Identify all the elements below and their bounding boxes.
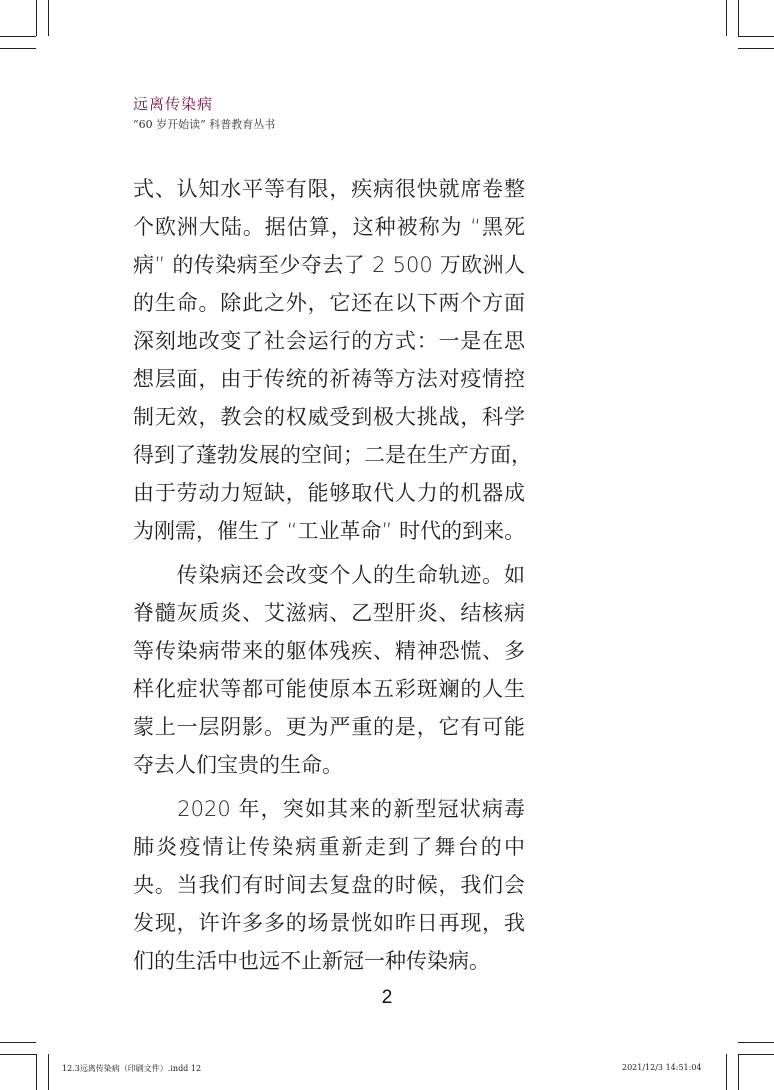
page-number: 2: [381, 987, 393, 1008]
paragraph: [133, 170, 532, 550]
paragraph: [133, 790, 525, 980]
text-line: 得到了蓬勃发展的空间；二是在生产方面，: [133, 443, 532, 467]
slug-timestamp: 2021/12/3 14:51:04: [622, 1063, 702, 1072]
crop-mark: [738, 1042, 774, 1043]
crop-mark: [48, 1054, 49, 1090]
text-line: 肺炎疫情让传染病重新走到了舞台的中: [133, 835, 525, 859]
text-line: 蒙上一层阴影。更为严重的是，它有可能: [133, 715, 525, 739]
crop-mark: [48, 0, 49, 36]
text-line: 夺去人们宝贵的生命。: [133, 753, 343, 777]
crop-mark: [738, 36, 774, 37]
paragraph: [133, 556, 525, 784]
crop-mark: [36, 1054, 37, 1090]
crop-mark: [0, 1042, 36, 1043]
running-header-title: 远离传染病: [133, 95, 214, 113]
text-line: 由于劳动力短缺，能够取代人力的机器成: [133, 481, 525, 505]
text-line: 样化症状等都可能使原本五彩斑斓的人生: [133, 677, 525, 701]
running-header-series: “60 岁开始读” 科普教育丛书: [133, 118, 276, 131]
text-line: 发现，许许多多的场景恍如昨日再现，我: [133, 911, 525, 935]
slug-file-name: 12.3远离传染病（印刷文件）.indd 12: [62, 1064, 202, 1073]
body-text: [133, 170, 532, 980]
crop-mark: [36, 0, 37, 36]
crop-mark: [0, 36, 36, 37]
crop-mark: [0, 1054, 36, 1055]
text-line: 制无效，教会的权威受到极大挑战，科学: [133, 405, 525, 429]
text-line: 想层面，由于传统的祈祷等方法对疫情控: [133, 367, 525, 391]
text-line: 式、认知水平等有限，疾病很快就席卷整: [133, 177, 525, 201]
text-line: 为刚需，催生了 “工业革命” 时代的到来。: [133, 519, 526, 543]
text-line: 2020 年，突如其来的新型冠状病毒: [133, 797, 525, 821]
crop-mark: [738, 1054, 774, 1055]
text-line: 个欧洲大陆。据估算，这种被称为 “黑死: [133, 215, 525, 239]
text-line: 脊髓灰质炎、艾滋病、乙型肝炎、结核病: [133, 601, 525, 625]
crop-mark: [738, 0, 739, 36]
crop-mark: [738, 48, 774, 49]
crop-mark: [0, 48, 36, 49]
crop-mark: [738, 1054, 739, 1090]
text-line: 深刻地改变了社会运行的方式：一是在思: [133, 329, 525, 353]
crop-mark: [726, 0, 727, 36]
text-line: 们的生活中也远不止新冠一种传染病。: [133, 949, 490, 973]
text-line: 等传染病带来的躯体残疾、精神恐慌、多: [133, 639, 525, 663]
text-line: 病” 的传染病至少夺去了 2 500 万欧洲人: [133, 253, 525, 277]
crop-mark: [726, 1054, 727, 1090]
text-line: 的生命。除此之外，它还在以下两个方面: [133, 291, 525, 315]
text-line: 传染病还会改变个人的生命轨迹。如: [133, 563, 525, 587]
text-line: 央。当我们有时间去复盘的时候，我们会: [133, 873, 525, 897]
